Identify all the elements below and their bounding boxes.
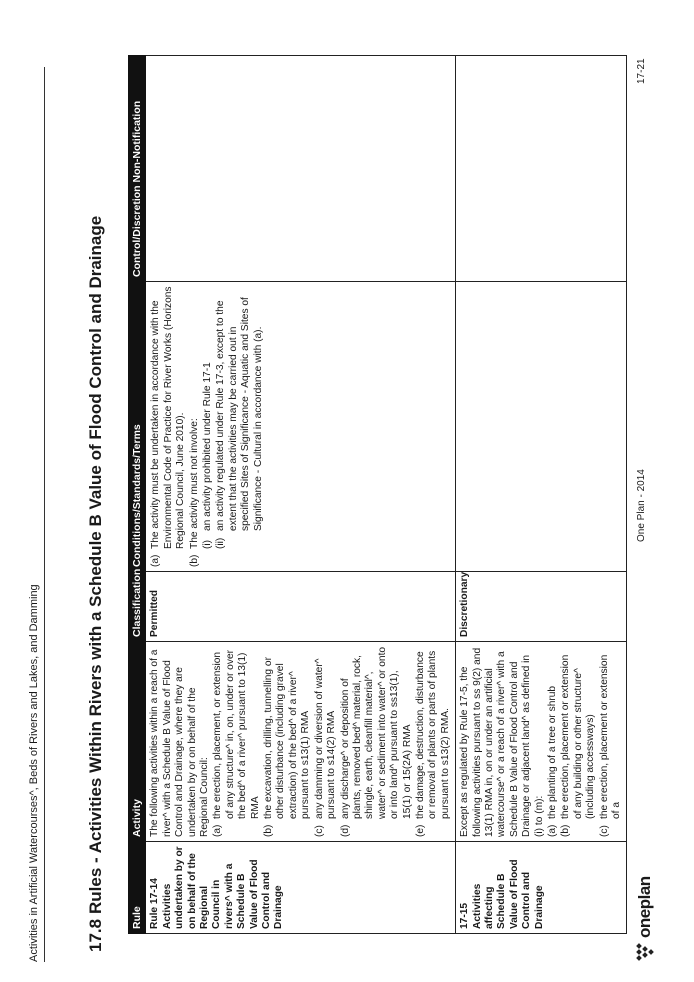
item-label: (b) [263,824,275,837]
item-label: (a) [150,554,162,567]
item-text: the planting of a tree or shrub [547,685,558,819]
item-text: the excavation, drilling, tunnelling or other disturbance (including gravel extraction) of the bed^ of a river^ pursuant to s13(1) RMA [263,657,312,819]
item-label: (i) [202,539,214,549]
activity-list [212,646,452,837]
section-title: Rules - Activities Within Rivers with a Schedule B Value of Flood Control and Drainage [86,215,105,914]
activity-list [547,646,623,837]
page-number: 17-21 [636,58,647,84]
item-text: The activity must not involve: [188,418,200,549]
item-label: (b) [188,554,200,567]
item-text: the erection, placement, or extension of any structure^ in, on, under or over the bed^ of a river^ pursuant to 13(1) RMA [212,650,261,819]
rule-cell [456,842,627,934]
conditions-cell [456,282,627,572]
header-activity: Activity [129,642,146,842]
table-header-row [129,56,146,934]
rule-title: Activities affecting Schedule B Value of Flood Control and Drainage [471,859,545,929]
item-label: (a) [212,824,224,837]
rule-number: 17-15 [459,902,471,929]
table-row [456,56,627,934]
item-text: any damming or diversion of water^ pursuant to s14(2) RMA [313,658,338,819]
list-item [599,646,624,837]
header-rule: Rule [129,842,146,934]
control-cell [456,56,627,282]
list-item [547,646,559,837]
item-text: The activity must be undertaken in accordance with the Environmental Code of Practice for River Works (Horizons Regional Council, June 2010). [150,286,187,549]
item-text: the erection, placement or extension of any building or other structure^ (including accessways) [560,654,597,819]
item-label: (c) [313,825,325,837]
conditions-sublist [202,286,265,549]
item-text: the erection, placement or extension of a [598,654,623,819]
activity-cell [456,642,627,842]
conditions-list [150,286,265,567]
list-item [314,646,339,837]
list-item [150,286,187,567]
activity-intro: Except as regulated by Rule 17-5, the following activities pursuant to ss 9(2) and 13(1) RMA in, on or under an artificial watercourse^ or a reach of a river^ with a Schedule B Value of Flood Control and Drainage or adjacent land^ as defined in (i) to (m): [459,647,545,837]
running-header: Activities in Artificial Watercourses^, Beds of Rivers and Lakes, and Damming [28,584,40,962]
item-label: (a) [547,824,558,837]
oneplan-logo-icon [635,942,655,962]
rule-title: Activities undertaken by or on behalf of the Regional Council in rivers^ with a Schedule B Value of Flood Control and Drainage [161,846,285,929]
header-control: Control/Discretion Non-Notification [129,56,146,282]
list-item [415,646,452,837]
conditions-cell [146,282,456,572]
rule-cell [146,842,456,934]
footer-logo [635,876,655,962]
header-divider [44,67,45,962]
list-item [560,646,597,837]
item-text: any discharge^ or deposition of plants, removed bed^ material, rock, shingle, earth, cleanfill material^, water^ or sediment into water^ or onto or into land^ pursuant to ss13(1), 15(1) or 15(2A) RMA [339,646,413,819]
item-text: an activity regulated under Rule 17-3, except to the extent that the activities may be carried out in specified Sites of Significance - Aquatic and Sites of Significance - Cultural in accordance with (a). [215,297,264,531]
section-number: 17.8 [86,918,105,952]
rule-number: Rule 17-14 [149,878,161,929]
item-label: (e) [414,824,426,837]
control-cell [146,56,456,282]
classification-cell: Permitted [146,572,456,642]
footer-title: One Plan - 2014 [636,469,647,542]
item-text: an activity prohibited under Rule 17-1 [202,362,214,531]
item-label: (b) [560,824,572,837]
item-text: the damage, destruction, disturbance or removal of plants or parts of plants pursuant to s13(2) RMA. [414,650,451,819]
logo-text: oneplan [635,876,654,938]
table-row [146,56,456,934]
list-item [212,646,262,837]
activity-cell [146,642,456,842]
list-item [202,286,214,549]
activity-intro: The following activities within a reach of a river^ with a Schedule B Value of Flood Control and Drainage, where they are undertaken by or on behalf of the Regional Council: [149,649,211,837]
list-item [263,646,313,837]
classification-cell: Discretionary [456,572,627,642]
header-classification: Classification [129,572,146,642]
header-conditions: Conditions/Standards/Terms [129,282,146,572]
rules-table [128,55,627,934]
list-item [215,286,265,549]
list-item [340,646,414,837]
item-label: (d) [339,824,351,837]
item-label: (c) [598,825,610,837]
item-label: (ii) [215,537,227,549]
list-item [189,286,265,567]
